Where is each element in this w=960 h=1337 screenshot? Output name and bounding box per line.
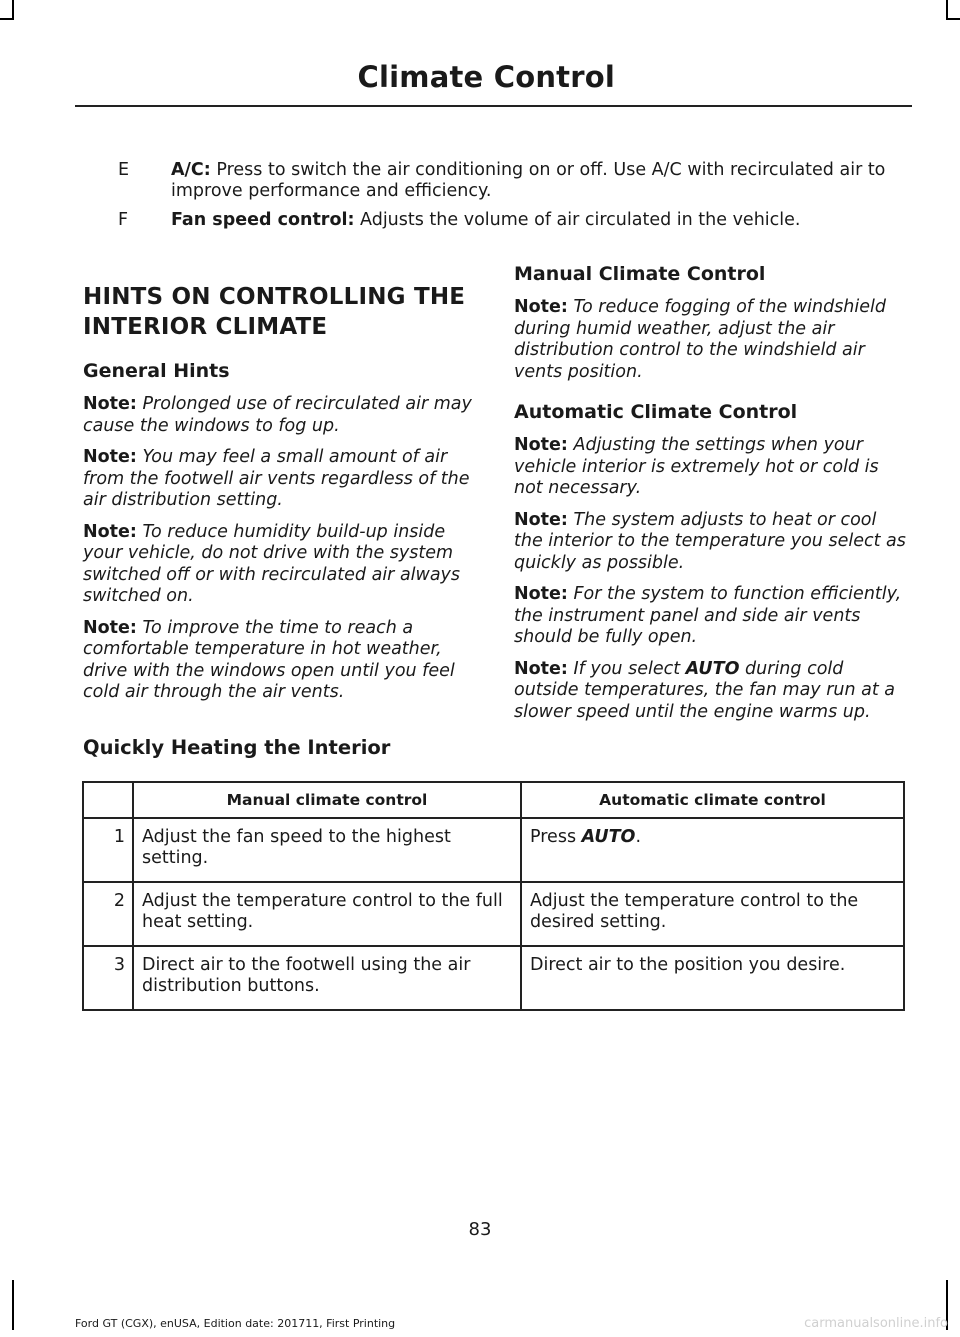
crop-mark [0, 18, 14, 20]
step-manual: Adjust the fan speed to the highest setting. [133, 818, 521, 882]
definition-text: Adjusts the volume of air circulated in the vehicle. [360, 210, 801, 230]
note [83, 522, 478, 608]
note-label: Note: [83, 394, 137, 414]
note-text: Adjusting the settings when your vehicle interior is extremely hot or cold is not necessary. [514, 435, 879, 498]
left-column [83, 282, 478, 714]
crop-mark [946, 0, 948, 20]
definition-letter: F [118, 210, 129, 230]
crop-mark [946, 18, 960, 20]
footer-edition: Ford GT (CGX), enUSA, Edition date: 201711, First Printing [75, 1317, 396, 1330]
definition-term: Fan speed control: [171, 210, 355, 230]
table-header-manual: Manual climate control [133, 782, 521, 818]
step-auto: Adjust the temperature control to the desired setting. [521, 882, 904, 946]
note [514, 584, 909, 649]
note-text: during cold outside temperatures, the fan may run at a slower speed until the engine warms up. [514, 658, 896, 722]
step-number: 3 [83, 946, 133, 1010]
note-text: Prolonged use of recirculated air may cause the windows to fog up. [83, 394, 472, 436]
step-number: 2 [83, 882, 133, 946]
note-label: Note: [514, 297, 568, 317]
note [514, 510, 909, 575]
table-header-row [83, 782, 904, 818]
step-auto-text: . [635, 827, 642, 847]
note-text: You may feel a small amount of air from the footwell air vents regardless of the air distribution setting. [83, 447, 470, 510]
page-number: 83 [468, 1219, 492, 1240]
note-text: For the system to function efficiently, the instrument panel and side air vents should be fully open. [514, 584, 902, 647]
step-manual: Direct air to the footwell using the air distribution buttons. [133, 946, 521, 1010]
watermark: carmanualsonline.info [804, 1316, 948, 1331]
definition-body [171, 210, 908, 231]
note [83, 447, 478, 512]
step-manual: Adjust the temperature control to the full heat setting. [133, 882, 521, 946]
note [83, 618, 478, 704]
table-header-auto: Automatic climate control [521, 782, 904, 818]
note [514, 659, 909, 724]
table-row [83, 882, 904, 946]
table-row [83, 946, 904, 1010]
step-number: 1 [83, 818, 133, 882]
definition-text: Press to switch the air conditioning on or off. Use A/C with recirculated air to improve performance and efficiency. [171, 160, 886, 201]
note-text: To improve the time to reach a comfortable temperature in hot weather, drive with the windows open until you feel cold air through the air vents. [83, 617, 455, 702]
header-divider [75, 105, 912, 107]
note-label: Note: [514, 584, 568, 604]
auto-keyword: AUTO [581, 827, 636, 847]
step-auto: Direct air to the position you desire. [521, 946, 904, 1010]
section-heading-hints: HINTS ON CONTROLLING THE INTERIOR CLIMATE [83, 284, 466, 340]
step-auto-text: Press [530, 827, 577, 847]
table-header-number [83, 782, 133, 818]
definition-term: A/C: [171, 160, 211, 180]
crop-mark [12, 0, 14, 20]
table-row [83, 818, 904, 882]
note-label: Note: [83, 521, 137, 542]
note-text: To reduce humidity build-up inside your vehicle, do not drive with the system switched off or with recirculated air always switched on. [83, 521, 461, 606]
definition-letter: E [118, 160, 130, 180]
note-text: To reduce fogging of the windshield during humid weather, adjust the air distribution control to the windshield air vents position. [514, 297, 886, 382]
note-label: Note: [83, 617, 137, 638]
page-title: Climate Control [357, 60, 615, 94]
step-auto [521, 818, 904, 882]
note-text: If you select [573, 658, 681, 679]
note-label: Note: [514, 435, 568, 455]
quick-heating-table [82, 781, 905, 1011]
note-label: Note: [83, 447, 137, 467]
subheading-general-hints: General Hints [83, 360, 230, 382]
right-column [514, 262, 909, 733]
crop-mark [12, 1280, 14, 1330]
auto-keyword: AUTO [685, 658, 740, 679]
note [83, 394, 478, 437]
subheading-manual-climate: Manual Climate Control [514, 263, 766, 285]
note-label: Note: [514, 658, 568, 679]
note-label: Note: [514, 509, 568, 530]
section-heading-quick-heating: Quickly Heating the Interior [83, 736, 391, 759]
note [514, 297, 909, 383]
subheading-automatic-climate: Automatic Climate Control [514, 401, 798, 423]
note-text: The system adjusts to heat or cool the interior to the temperature you select as quickly as possible. [514, 509, 906, 573]
definition-body [171, 160, 908, 202]
note [514, 435, 909, 500]
